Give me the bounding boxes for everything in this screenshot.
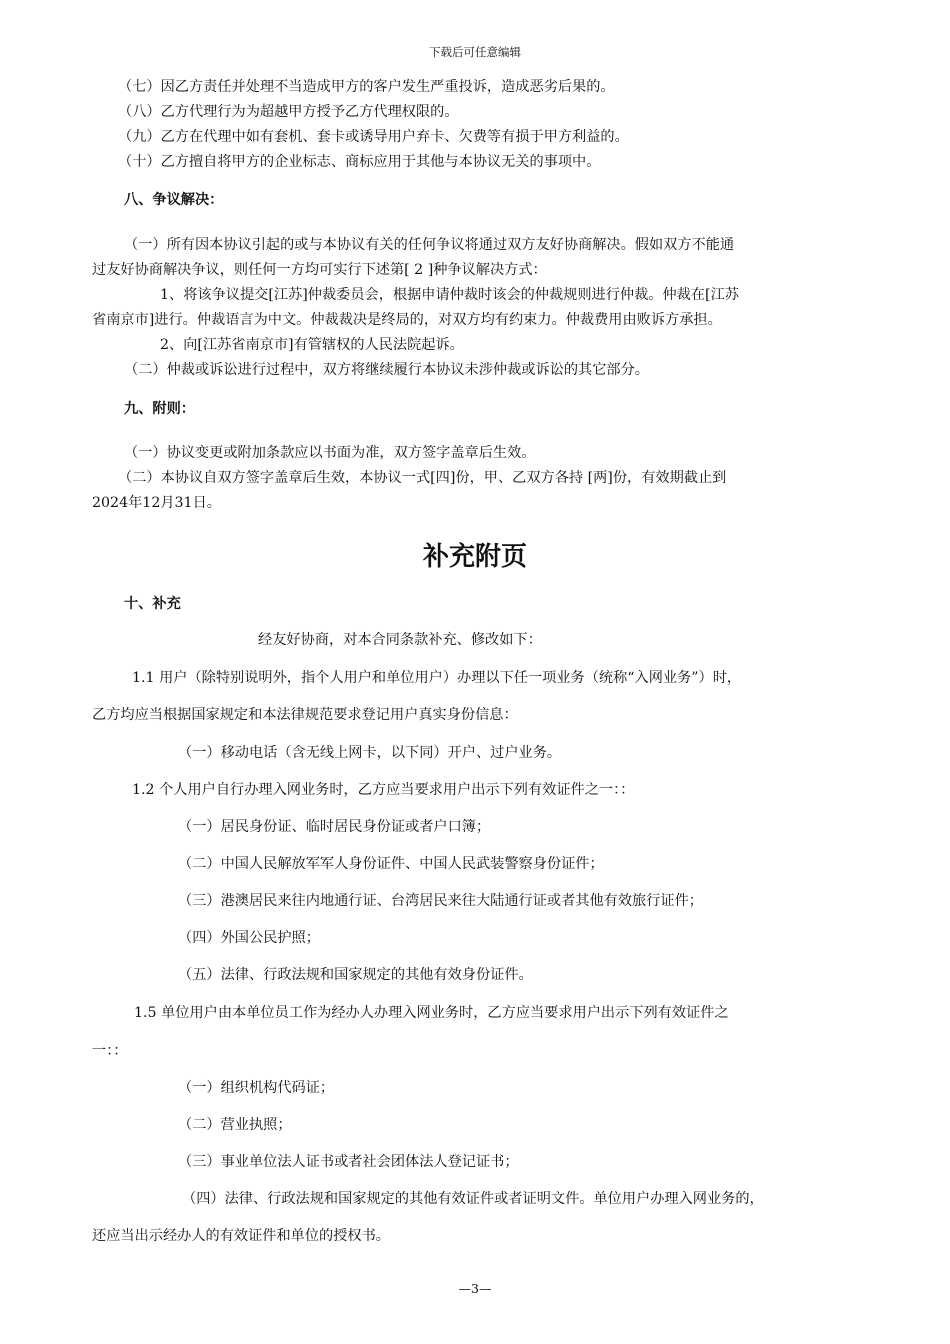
clause-1-5-line2: 一：：: [92, 1043, 128, 1059]
clause-1-5-last-line1: （四）法律、行政法规和国家规定的其他有效证件或者证明文件。单位用户办理入网业务的，: [182, 1191, 764, 1207]
section7-item-8: （八）乙方代理行为为超越甲方授予乙方代理权限的。: [118, 104, 459, 120]
page-number: —3—: [458, 1281, 492, 1296]
section10-heading: 十、补充: [124, 596, 181, 612]
clause-1-1-item: （一）移动电话（含无线上网卡，以下同）开户、过户业务。: [178, 745, 562, 761]
clause-1-5-item: （三）事业单位法人证书或者社会团体法人登记证书；: [178, 1154, 519, 1170]
section7-item-10: （十）乙方擅自将甲方的企业标志、商标应用于其他与本协议无关的事项中。: [118, 154, 601, 170]
clause-1-2-item: （四）外国公民护照；: [178, 930, 320, 946]
clause-1-2-item: （一）居民身份证、临时居民身份证或者户口簿；: [178, 819, 491, 835]
section7-item-7: （七）因乙方责任并处理不当造成甲方的客户发生严重投诉，造成恶劣后果的。: [118, 79, 615, 95]
section9-para1: （一）协议变更或附加条款应以书面为准，双方签字盖章后生效。: [124, 445, 536, 461]
section8-para2-line2: 省南京市]进行。仲裁语言为中文。仲裁裁决是终局的，对双方均有约束力。仲裁费用由败诉方承担。: [92, 312, 722, 328]
section8-para1-line1: （一）所有因本协议引起的或与本协议有关的任何争议将通过双方友好协商解决。假如双方不能通: [124, 237, 735, 253]
header-note: 下载后可任意编辑: [429, 45, 521, 59]
section8-para1-line2: 过友好协商解决争议，则任何一方均可实行下述第[ 2 ]种争议解决方式：: [92, 262, 547, 278]
clause-1-5-line1: 1.5 单位用户由本单位员工作为经办人办理入网业务时，乙方应当要求用户出示下列有效证件之: [134, 1005, 729, 1021]
clause-1-2-item: （三）港澳居民来往内地通行证、台湾居民来往大陆通行证或者其他有效旅行证件；: [178, 893, 703, 909]
section8-para2-line1: 1、将该争议提交[江苏]仲裁委员会，根据申请仲裁时该会的仲裁规则进行仲裁。仲裁在[江苏: [160, 287, 739, 303]
section8-heading: 八、争议解决：: [124, 192, 224, 208]
clause-1-2: 1.2 个人用户自行办理入网业务时，乙方应当要求用户出示下列有效证件之一：：: [132, 782, 635, 798]
clause-1-5-item: （二）营业执照；: [178, 1117, 292, 1133]
supplement-title: 补充附页: [422, 542, 527, 572]
section9-para2-line2: 2024年12月31日。: [92, 495, 221, 511]
clause-1-5-last-line2: 还应当出示经办人的有效证件和单位的授权书。: [92, 1228, 390, 1244]
clause-1-2-item: （五）法律、行政法规和国家规定的其他有效身份证件。: [178, 967, 533, 983]
section8-para4: （二）仲裁或诉讼进行过程中，双方将继续履行本协议未涉仲裁或诉讼的其它部分。: [124, 362, 649, 378]
section9-heading: 九、附则：: [124, 401, 195, 417]
section9-para2-line1: （二）本协议自双方签字盖章后生效，本协议一式[四]份，甲、乙双方各持 [两]份，有效期截止到: [118, 470, 727, 486]
clause-1-1-line2: 乙方均应当根据国家规定和本法律规范要求登记用户真实身份信息：: [92, 707, 518, 723]
clause-1-1-line1: 1.1 用户（除特别说明外，指个人用户和单位用户）办理以下任一项业务（统称“入网业务”）时，: [132, 670, 742, 686]
section7-item-9: （九）乙方在代理中如有套机、套卡或诱导用户弃卡、欠费等有损于甲方利益的。: [118, 129, 629, 145]
supplement-intro: 经友好协商，对本合同条款补充、修改如下：: [258, 632, 542, 648]
clause-1-5-item: （一）组织机构代码证；: [178, 1080, 335, 1096]
clause-1-2-item: （二）中国人民解放军军人身份证件、中国人民武装警察身份证件；: [178, 856, 604, 872]
section8-para3: 2、向[江苏省南京市]有管辖权的人民法院起诉。: [160, 337, 464, 353]
